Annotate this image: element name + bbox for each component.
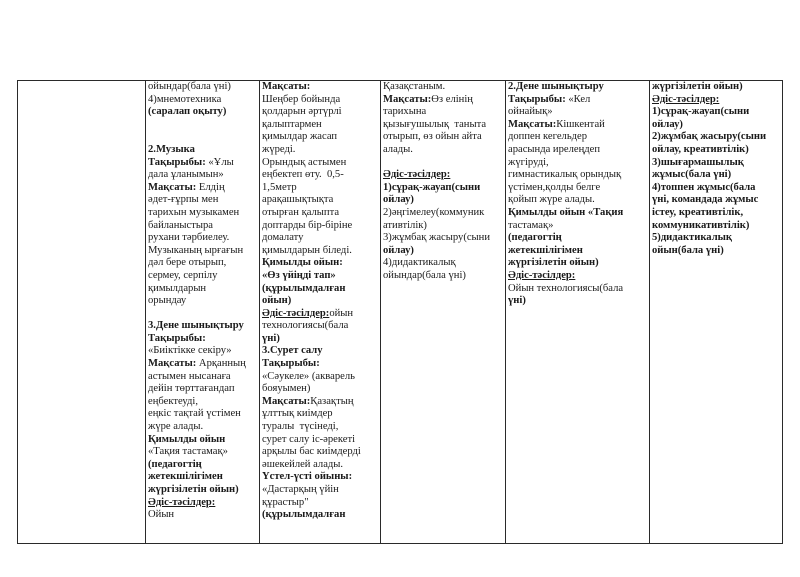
cell-line: жетекшілігімен bbox=[508, 244, 583, 256]
cell-line: қимылдарын біледі. bbox=[262, 244, 352, 256]
cell-line: 2.Музыка bbox=[148, 143, 195, 155]
cell-line: жүргізілетін ойын) bbox=[148, 484, 239, 495]
cell-line: «Сәукеле» (акварель bbox=[262, 370, 355, 382]
cell-line: туралы түсінеді, bbox=[262, 421, 339, 433]
cell-line: ойын(бала үні) bbox=[652, 244, 724, 256]
cell-text-col-4 bbox=[508, 81, 647, 308]
cell-line: 2.Дене шынықтыру bbox=[508, 81, 604, 92]
cell-line: Тақырыбы: bbox=[148, 332, 206, 344]
cell-line: үні) bbox=[508, 295, 526, 307]
cell-line: (педагогтің bbox=[508, 232, 562, 244]
cell-line: Әдіс-тәсілдер: bbox=[383, 169, 451, 181]
cell-text-col-3 bbox=[383, 81, 503, 283]
cell-line: әшекейлей алады. bbox=[262, 458, 344, 470]
cell-line: 1,5метр bbox=[262, 181, 297, 193]
cell-line: домалату bbox=[262, 232, 304, 244]
cell-line: үні) bbox=[262, 332, 280, 344]
cell-col-2 bbox=[260, 81, 381, 544]
cell-line: жетекшілігімен bbox=[148, 471, 223, 483]
cell-line: Шеңбер бойында bbox=[262, 93, 341, 105]
cell-line: 3)жұмбақ жасыру(сыни bbox=[383, 232, 491, 244]
cell-line: жүгіруді, bbox=[508, 156, 549, 168]
cell-text-col-5 bbox=[652, 81, 780, 257]
cell-line: тарихын музыкамен bbox=[148, 206, 240, 218]
cell-line: отырған қалыпта bbox=[262, 206, 340, 218]
cell-line: ойлау) bbox=[652, 118, 683, 130]
cell-line: Тақырыбы: bbox=[262, 358, 320, 370]
cell-col-4 bbox=[506, 81, 650, 544]
cell-line: (құрылымдалған bbox=[262, 509, 346, 521]
cell-line: тастамақ» bbox=[508, 219, 554, 231]
cell-line: «Өз үйіңді тап» bbox=[262, 269, 336, 281]
cell-line: әдет-ғұрпы мен bbox=[148, 194, 219, 206]
cell-line: Әдіс-тәсілдер: bbox=[652, 93, 720, 105]
cell-line: жүреді. bbox=[262, 143, 296, 155]
cell-line: сермеу, серпілу bbox=[148, 269, 218, 281]
cell-line: жұмыс(бала үні) bbox=[652, 169, 732, 181]
cell-line: бояуымен) bbox=[262, 383, 311, 395]
cell-line: жүргізілетін ойын) bbox=[508, 257, 599, 269]
cell-line: (саралап оқыту) bbox=[148, 106, 227, 118]
cell-line: үстімен,қолды белге bbox=[508, 181, 601, 193]
cell-line: 2)жұмбақ жасыру(сыни bbox=[652, 131, 767, 143]
cell-line: гимнастикалық орындық bbox=[508, 169, 622, 181]
cell-line: жүргізілетін ойын) bbox=[652, 81, 743, 92]
cell-line: Мақсаты: Арқанның bbox=[148, 358, 246, 370]
cell-line: істеу, креативтілік, bbox=[652, 206, 744, 218]
cell-line: астымен нысанаға bbox=[148, 370, 231, 382]
cell-line: ұлттық киімдер bbox=[262, 408, 333, 420]
cell-line: арақашықтықта bbox=[262, 194, 334, 206]
cell-line: Мақсаты:Кішкентай bbox=[508, 118, 605, 130]
cell-line bbox=[383, 157, 503, 170]
cell-col-0 bbox=[18, 81, 146, 544]
cell-line: тарихына bbox=[383, 106, 427, 118]
cell-line: қолдарын әртүрлі bbox=[262, 106, 342, 118]
cell-line: еңбектеуді, bbox=[148, 395, 199, 407]
cell-text-col-1 bbox=[148, 81, 257, 522]
cell-line: «Дастарқың үйін bbox=[262, 484, 339, 495]
table-row bbox=[18, 81, 783, 544]
cell-line: қимылдар жасап bbox=[262, 131, 338, 143]
cell-line: 4)дидактикалық bbox=[383, 257, 456, 269]
cell-line: ойындар(бала үні) bbox=[383, 269, 466, 281]
cell-line: Ойын bbox=[148, 509, 175, 521]
cell-line: арасында ирелеңдеп bbox=[508, 143, 601, 155]
cell-line: қимылдарын bbox=[148, 282, 207, 294]
cell-line: 3.Сурет салу bbox=[262, 345, 323, 357]
cell-line: ойлау) bbox=[383, 194, 414, 206]
cell-line: 3.Дене шынықтыру bbox=[148, 320, 244, 332]
cell-line: Қазақстаным. bbox=[383, 81, 446, 92]
cell-line: еңкіс тақтай үстімен bbox=[148, 408, 241, 420]
cell-line: ойын) bbox=[262, 295, 292, 307]
cell-line: Қимылды ойын: bbox=[262, 257, 343, 269]
cell-line: Орындық астымен bbox=[262, 156, 347, 168]
cell-line: технологиясы(бала bbox=[262, 320, 349, 332]
cell-line: орындау bbox=[148, 295, 187, 307]
plan-table bbox=[17, 80, 783, 544]
cell-line: қызығушылық таныта bbox=[383, 118, 487, 130]
cell-line: «Тақия тастамақ» bbox=[148, 446, 228, 458]
cell-line: «Биіктікке секіру» bbox=[148, 345, 232, 357]
cell-line: Қимылды ойын «Тақия bbox=[508, 206, 624, 218]
cell-line: (педагогтің bbox=[148, 458, 202, 470]
cell-line: доппен кегельдер bbox=[508, 131, 588, 143]
cell-line: Мақсаты: Елдің bbox=[148, 181, 225, 193]
cell-line: 3)шығармашылық bbox=[652, 156, 744, 168]
cell-line: Әдіс-тәсілдер: bbox=[148, 496, 216, 508]
cell-line: коммуникативтілік) bbox=[652, 219, 750, 231]
cell-line: Мақсаты: bbox=[262, 81, 311, 92]
cell-line: Тақырыбы: «Ұлы bbox=[148, 156, 234, 168]
cell-line: еңбектеп өту. 0,5- bbox=[262, 169, 344, 181]
cell-line: ойлау) bbox=[383, 244, 414, 256]
cell-line: қойып жүре алады. bbox=[508, 194, 595, 206]
cell-line: Әдіс-тәсілдер: bbox=[508, 269, 576, 281]
cell-line: сурет салу іс-әрекеті bbox=[262, 433, 356, 445]
cell-line: ативтілік) bbox=[383, 219, 427, 231]
cell-col-5 bbox=[650, 81, 783, 544]
cell-line: 5)дидактикалық bbox=[652, 232, 733, 244]
cell-text-col-2 bbox=[262, 81, 378, 522]
cell-line bbox=[148, 308, 257, 321]
cell-line: қалыптармен bbox=[262, 118, 322, 130]
cell-line: отырып, өз ойын айта bbox=[383, 131, 482, 143]
cell-line: 1)сұрақ-жауап(сыни bbox=[383, 181, 481, 193]
cell-line: арқылы бас киімдерді bbox=[262, 446, 361, 458]
cell-line: (құрылымдалған bbox=[262, 282, 346, 294]
cell-line bbox=[148, 131, 257, 144]
cell-line: Музыканың ырғағын bbox=[148, 244, 244, 256]
cell-col-1 bbox=[146, 81, 260, 544]
cell-col-3 bbox=[381, 81, 506, 544]
cell-line: ойнайық» bbox=[508, 106, 553, 118]
cell-line: алады. bbox=[383, 143, 413, 155]
cell-line: Мақсаты:Қазақтың bbox=[262, 395, 354, 407]
cell-line: 1)сұрақ-жауап(сыни bbox=[652, 106, 750, 118]
cell-line bbox=[148, 119, 257, 132]
cell-line: дала ұланымын» bbox=[148, 169, 224, 181]
cell-line: рухани тәрбиелеу. bbox=[148, 232, 230, 244]
cell-line: құрастыр" bbox=[262, 496, 309, 508]
cell-line: 4)топпен жұмыс(бала bbox=[652, 181, 756, 193]
cell-line: дәл бере отырып, bbox=[148, 257, 227, 269]
cell-line: дейін төрттағандап bbox=[148, 383, 235, 395]
cell-line: доптарды бір-біріне bbox=[262, 219, 353, 231]
cell-line: Ойын технологиясы(бала bbox=[508, 282, 624, 294]
cell-line: 4)мнемотехника bbox=[148, 93, 222, 105]
cell-line: ойындар(бала үні) bbox=[148, 81, 231, 92]
cell-line: Әдіс-тәсілдер:ойын bbox=[262, 307, 354, 319]
cell-line: байланыстыра bbox=[148, 219, 213, 231]
cell-line: Мақсаты:Өз елінің bbox=[383, 93, 473, 105]
cell-line: Тақырыбы: «Кел bbox=[508, 93, 591, 105]
cell-line: Үстел-үсті ойыны: bbox=[262, 471, 353, 483]
cell-line: Қимылды ойын bbox=[148, 433, 226, 445]
cell-line: жүре алады. bbox=[148, 421, 204, 433]
cell-line: үні, командада жұмыс bbox=[652, 194, 759, 206]
cell-line: 2)әңгімелеу(коммуник bbox=[383, 206, 485, 218]
cell-line: ойлау, креативтілік) bbox=[652, 143, 749, 155]
